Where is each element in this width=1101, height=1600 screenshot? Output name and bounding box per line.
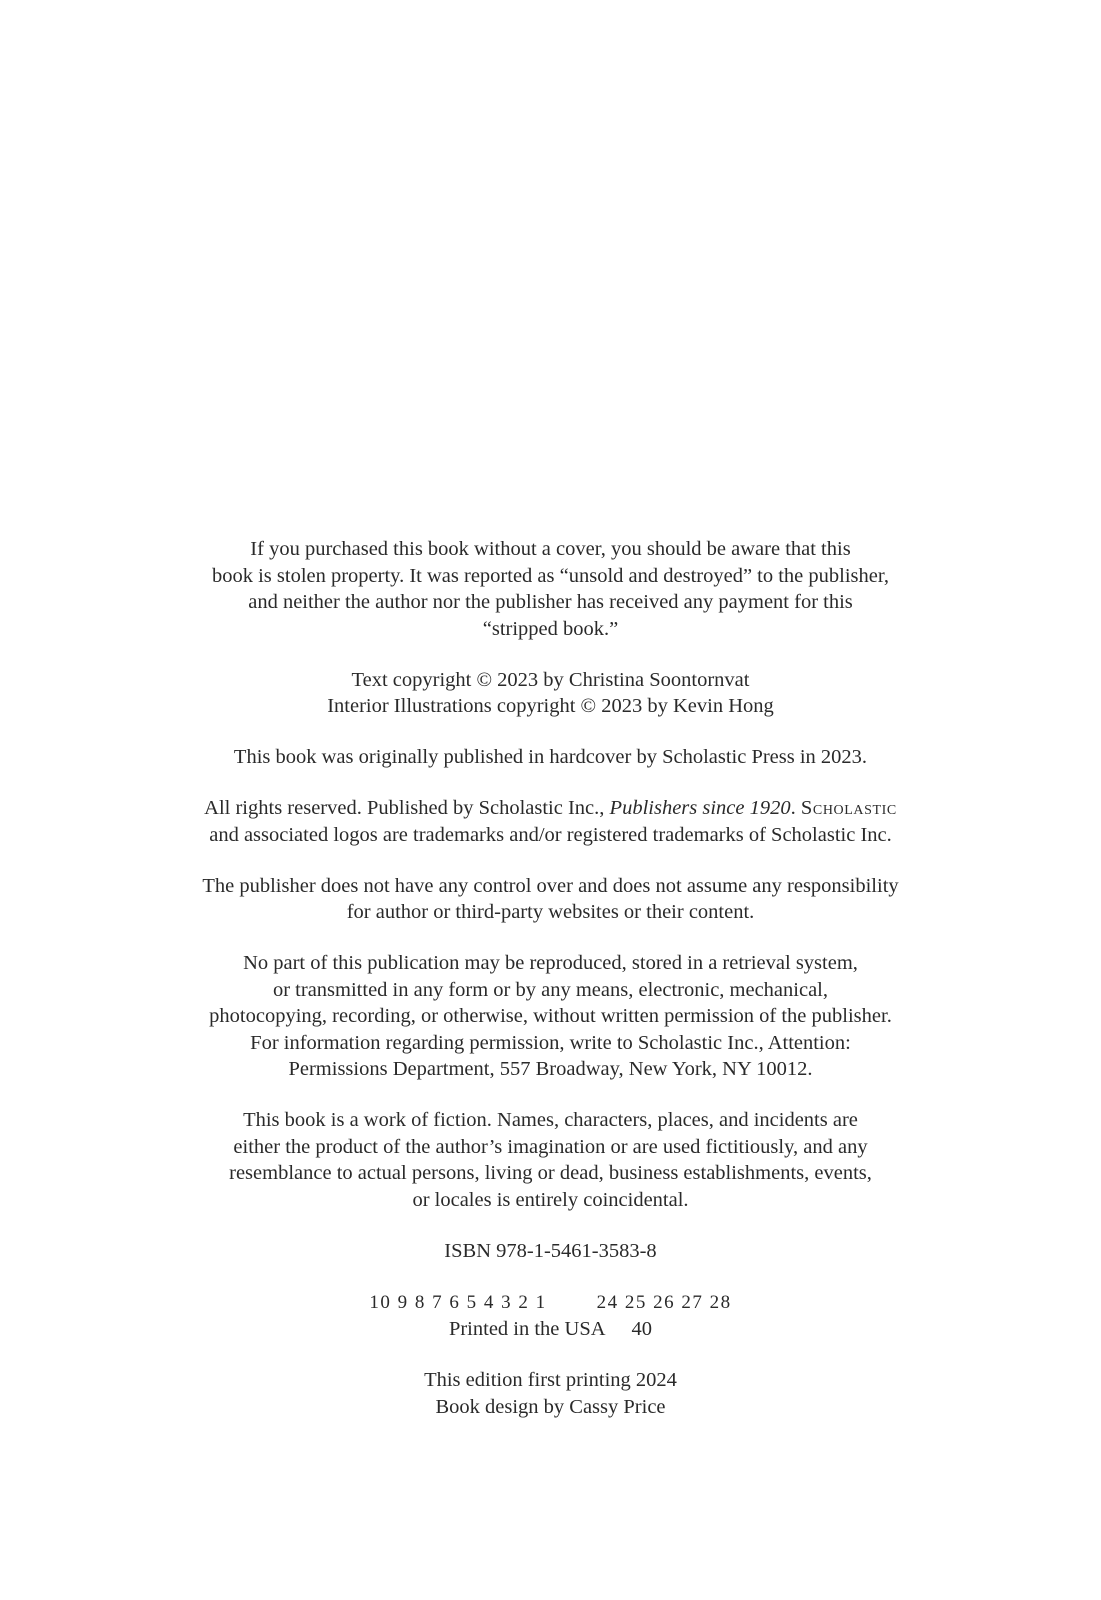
rights-reserved (140, 795, 961, 848)
reproduction-line: No part of this publication may be reproduced, stored in a retrieval system, (243, 952, 858, 974)
first-printing: This edition first printing 2024 (424, 1369, 677, 1391)
notice-line: and neither the author nor the publisher has received any payment for this (248, 591, 853, 613)
rights-mid: . (790, 797, 801, 819)
disclaimer-line: for author or third-party websites or their content. (346, 901, 755, 923)
copyright-notice (140, 667, 961, 720)
fiction-line: resemblance to actual persons, living or dead, business establishments, events, (229, 1162, 872, 1184)
printing-block (140, 1289, 961, 1343)
notice-line: “stripped book.” (482, 617, 619, 640)
reproduction-line: photocopying, recording, or otherwise, without written permission of the publisher. (209, 1005, 892, 1027)
text-copyright: Text copyright © 2023 by Christina Soontornvat (351, 668, 750, 691)
copyright-text-block (140, 536, 961, 1445)
publishers-since: Publishers since 1920 (609, 797, 791, 819)
fiction-line: either the product of the author’s imagination or are used fictitiously, and any (233, 1135, 868, 1158)
print-line-numbers: 10 9 8 7 6 5 4 3 2 1 (369, 1291, 547, 1313)
year-line-numbers: 24 25 26 27 28 (596, 1291, 732, 1313)
fiction-line: or locales is entirely coincidental. (412, 1188, 689, 1211)
rights-prefix: All rights reserved. Published by Scholastic Inc., (204, 797, 610, 819)
notice-line: If you purchased this book without a cover, you should be aware that this (250, 538, 851, 560)
illustrations-copyright: Interior Illustrations copyright © 2023 by Kevin Hong (327, 695, 774, 717)
scholastic-brand: Scholastic (800, 797, 897, 819)
notice-line: book is stolen property. It was reported as “unsold and destroyed” to the publisher, (211, 564, 890, 587)
fiction-line: This book is a work of fiction. Names, characters, places, and incidents are (243, 1109, 858, 1131)
original-publication-note (140, 744, 961, 771)
rights-line (140, 795, 961, 822)
printed-in-line (140, 1316, 961, 1343)
printed-in-usa: Printed in the USA (448, 1318, 606, 1340)
isbn-block (140, 1238, 961, 1265)
reproduction-line: For information regarding permission, write to Scholastic Inc., Attention: (250, 1031, 851, 1054)
printer-code: 40 (631, 1318, 653, 1340)
rights-line: and associated logos are trademarks and/or registered trademarks of Scholastic Inc. (209, 823, 892, 846)
stripped-book-notice (140, 536, 961, 642)
edition-block (140, 1367, 961, 1420)
reproduction-line: or transmitted in any form or by any means, electronic, mechanical, (272, 978, 828, 1001)
isbn: ISBN 978-1-5461-3583-8 (444, 1239, 657, 1262)
reproduction-line: Permissions Department, 557 Broadway, New York, NY 10012. (288, 1058, 813, 1080)
disclaimer-line: The publisher does not have any control over and does not assume any responsibility (202, 874, 899, 897)
fiction-disclaimer (140, 1107, 961, 1213)
reproduction-notice (140, 950, 961, 1083)
original-publication-line: This book was originally published in hardcover by Scholastic Press in 2023. (233, 746, 868, 768)
book-design-credit: Book design by Cassy Price (435, 1395, 666, 1418)
responsibility-disclaimer (140, 873, 961, 926)
printing-numbers-line (140, 1289, 961, 1317)
